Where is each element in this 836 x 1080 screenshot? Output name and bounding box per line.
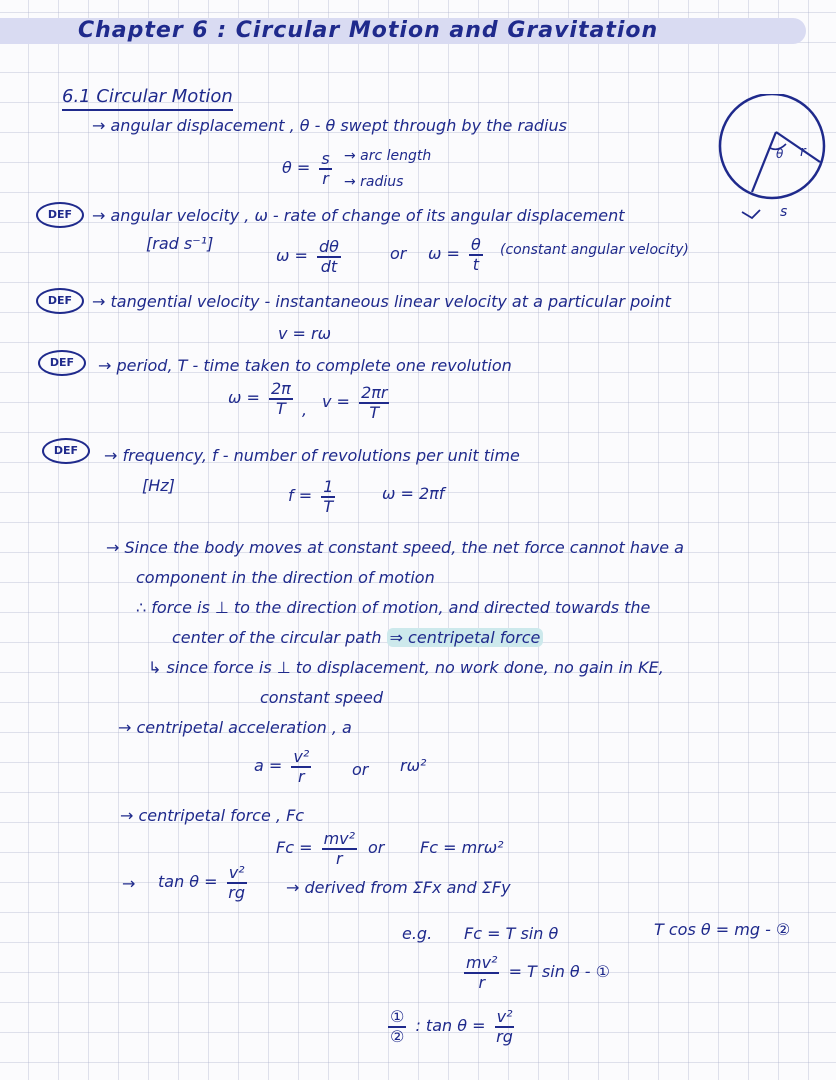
ratio-middle: : tan θ = (415, 1016, 486, 1036)
tan-numerator: v² (228, 863, 245, 882)
therefore-perpendicular-line: ∴ force is ⊥ to the direction of motion, and directed towards the (136, 598, 651, 617)
fc-lhs: Fc = (276, 838, 313, 858)
period-v-fraction (359, 384, 389, 421)
tan-denominator: rg (228, 882, 245, 902)
page-title: Chapter 6 : Circular Motion and Gravitation (78, 18, 659, 43)
a-denominator: r (298, 766, 305, 786)
since-constant-speed-line: → Since the body moves at constant speed, the net force cannot have a (106, 538, 684, 557)
arc-length-note: → arc length (344, 148, 432, 164)
def-badge-period: DEF (38, 350, 86, 376)
omega-numerator: dθ (318, 237, 339, 256)
radius-label: r (800, 144, 806, 160)
period-omega-denominator: T (276, 398, 286, 418)
no-work-done-line: ↳ since force is ⊥ to displacement, no work done, no gain in KE, (148, 658, 664, 677)
tan-lhs: tan θ = (158, 872, 218, 892)
ratio-numerator: ① (390, 1007, 405, 1026)
tangential-velocity-line: → tangential velocity - instantaneous linear velocity at a particular point (92, 292, 671, 311)
omega-2pi-f: ω = 2πf (382, 484, 445, 503)
fc-numerator: mv² (323, 829, 356, 848)
def-badge-tangential-velocity: DEF (36, 288, 84, 314)
theta-fraction (319, 150, 331, 187)
ratio-rhs-fraction (495, 1008, 515, 1045)
angular-displacement-line: → angular displacement , θ - θ swept through by the radius (92, 116, 567, 135)
circle-outline (720, 94, 824, 198)
omega2-fraction (469, 236, 483, 273)
constant-angular-velocity-note: (constant angular velocity) (500, 242, 689, 258)
def-badge-frequency: DEF (42, 438, 90, 464)
centripetal-acceleration-line: → centripetal acceleration , a (118, 718, 352, 737)
mv2-fraction (464, 954, 499, 991)
period-velocity-equation (322, 384, 393, 421)
tension-cos-equation: T cos θ = mg - ② (654, 920, 791, 939)
r-omega-squared: rω² (400, 756, 427, 775)
fc-tension-equation: Fc = T sin θ (464, 924, 559, 943)
center-path-line (172, 628, 543, 647)
omega-lhs: ω = (276, 246, 308, 266)
v-equals-r-omega: v = rω (278, 324, 332, 343)
f-numerator: 1 (323, 477, 334, 496)
or-word-1: or (390, 244, 407, 263)
omega-denominator: dt (320, 256, 338, 276)
period-omega-fraction (269, 380, 293, 417)
a-lhs: a = (254, 756, 283, 776)
omega-derivative-equation (276, 238, 345, 275)
arc-arrow (742, 210, 760, 218)
constant-speed-line: constant speed (260, 688, 383, 707)
radius-line-1 (752, 132, 776, 192)
fc-equation (276, 830, 361, 867)
example-label: e.g. (402, 924, 433, 943)
mv2-numerator: mv² (466, 953, 498, 972)
arc-label: s (780, 204, 788, 220)
period-line: → period, T - time taken to complete one revolution (98, 356, 512, 375)
period-v-lhs: v = (322, 392, 350, 412)
period-omega-lhs: ω = (228, 388, 260, 408)
omega2-lhs: ω = (428, 244, 460, 264)
f-denominator: T (323, 496, 334, 516)
ratio-rhs-numerator: v² (496, 1007, 513, 1026)
center-path-text: center of the circular path (172, 628, 382, 647)
angle-label: θ (776, 147, 784, 161)
omega2-denominator: t (472, 254, 480, 274)
fc-fraction (322, 830, 357, 867)
period-omega-numerator: 2π (270, 379, 291, 398)
period-v-denominator: T (369, 402, 380, 422)
a-numerator: v² (293, 747, 310, 766)
component-direction-line: component in the direction of motion (136, 568, 435, 587)
period-v-numerator: 2πr (361, 383, 388, 402)
derived-from-line: → derived from ΣFx and ΣFy (286, 878, 511, 897)
theta-denominator: r (322, 168, 329, 188)
fc-mr-omega-squared: Fc = mrω² (420, 838, 504, 857)
frequency-line: → frequency, f - number of revolutions per unit time (104, 446, 520, 465)
frequency-unit: [Hz] (142, 476, 175, 495)
ratio-equation (384, 1008, 518, 1045)
mv2-rhs: = T sin θ - ① (508, 962, 610, 982)
f-lhs: f = (288, 486, 313, 506)
comma-separator: , (302, 400, 308, 419)
omega-constant-equation (428, 236, 487, 273)
section-heading: 6.1 Circular Motion (62, 86, 233, 111)
angular-velocity-line: → angular velocity , ω - rate of change of its angular displacement (92, 206, 625, 225)
tan-theta-equation (158, 864, 251, 901)
angular-velocity-unit: [rad s⁻¹] (146, 234, 214, 253)
ratio-rhs-denominator: rg (496, 1026, 513, 1046)
a-fraction (291, 748, 311, 785)
period-omega-equation (228, 380, 297, 417)
f-fraction (321, 478, 335, 515)
mv2-denominator: r (478, 972, 486, 992)
theta-equation (282, 150, 336, 187)
acceleration-equation (254, 748, 315, 785)
omega-fraction (317, 238, 341, 275)
omega2-numerator: θ (470, 235, 481, 254)
tan-arrow: → (122, 874, 136, 893)
or-word-2: or (352, 760, 369, 779)
theta-lhs: θ = (282, 158, 311, 178)
ratio-fraction (388, 1008, 406, 1045)
fc-denominator: r (336, 848, 343, 868)
centripetal-force-line: → centripetal force , Fc (120, 806, 305, 825)
def-badge-angular-velocity: DEF (36, 202, 84, 228)
circle-diagram (716, 94, 828, 224)
tan-fraction (227, 864, 247, 901)
radius-note: → radius (344, 174, 404, 190)
mv2-equation (460, 954, 610, 991)
ratio-denominator: ② (390, 1026, 405, 1046)
centripetal-force-highlight: ⇒ centripetal force (387, 628, 544, 647)
or-word-3: or (368, 838, 385, 857)
theta-numerator: s (321, 149, 330, 168)
f-equation (288, 478, 339, 515)
